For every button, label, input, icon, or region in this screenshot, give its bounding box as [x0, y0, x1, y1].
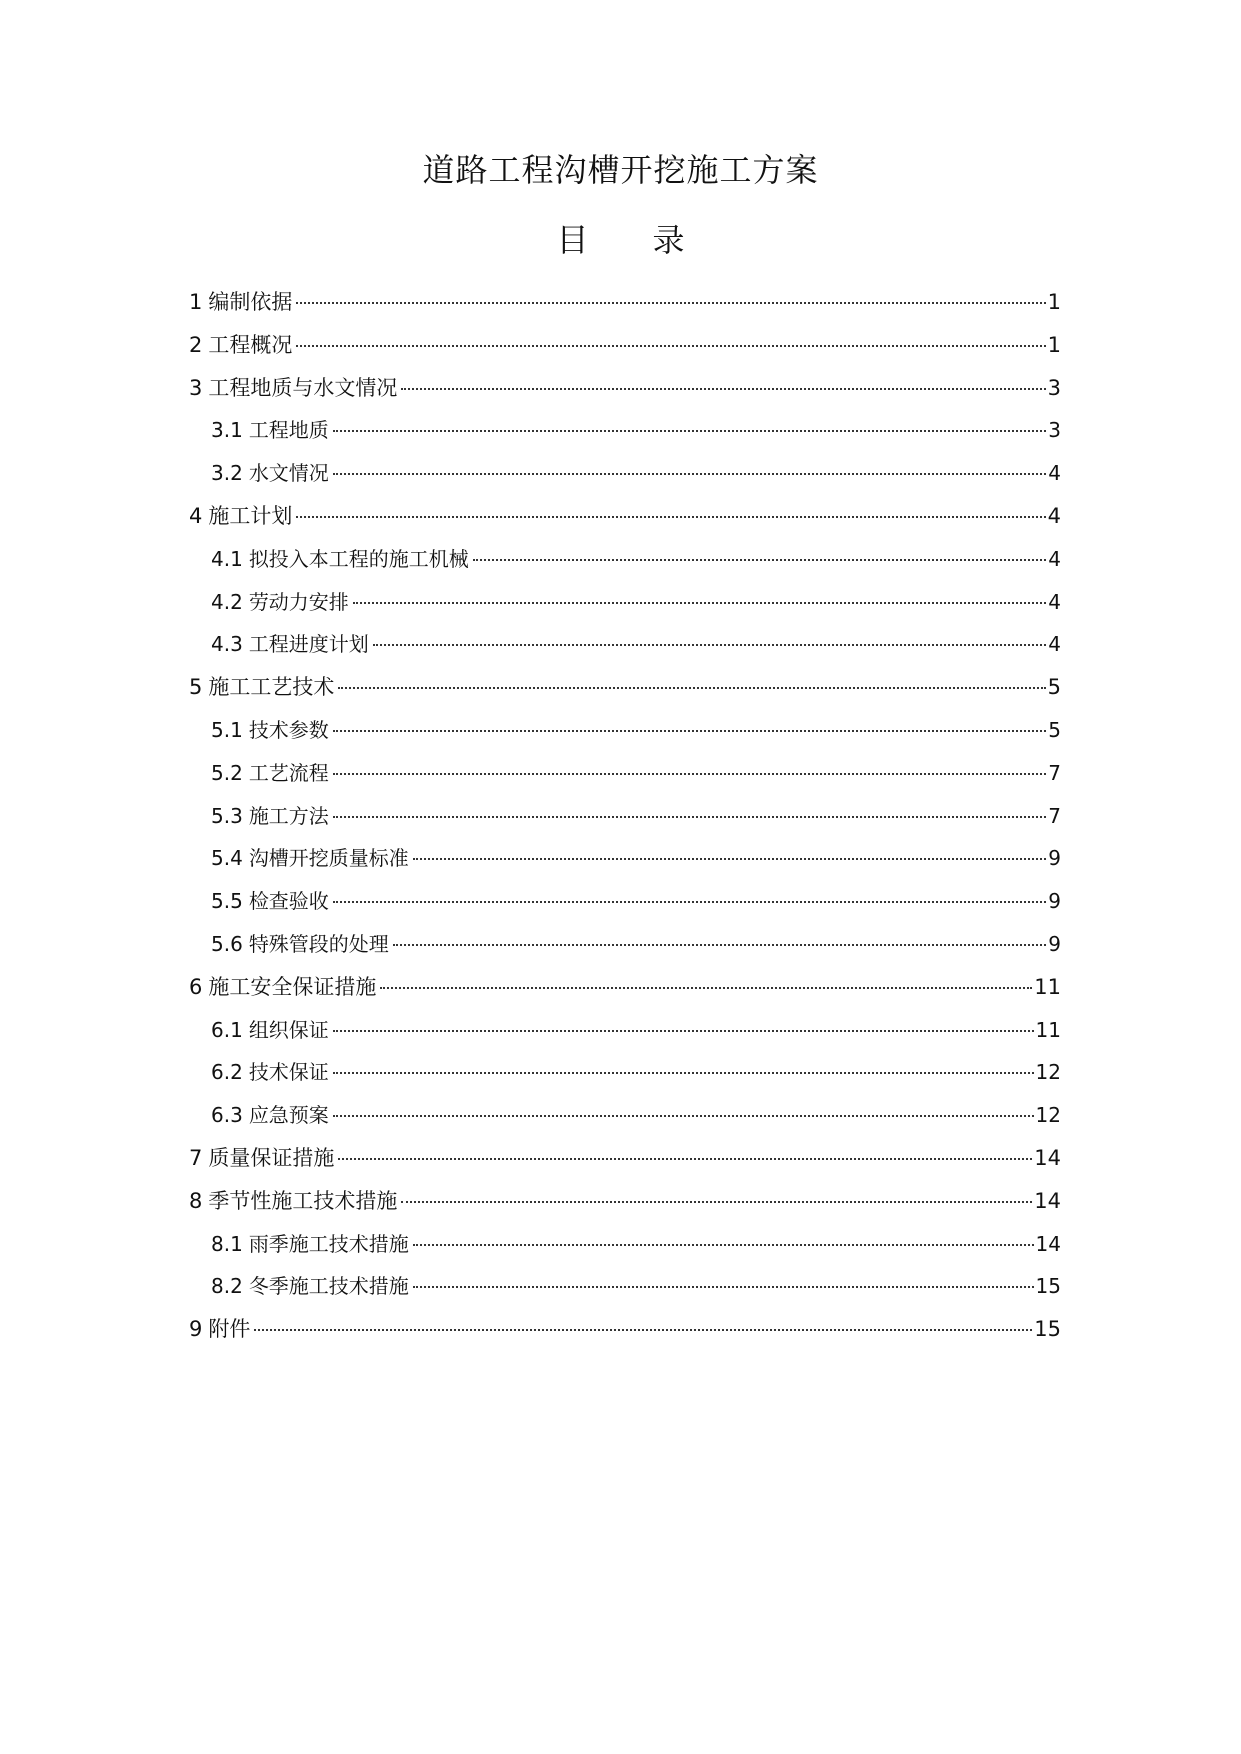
toc-page-number: 3 [1048, 418, 1061, 443]
toc-dot-leader [413, 1244, 1034, 1246]
toc-page-number: 4 [1047, 503, 1061, 528]
toc-entry-title: 施工方法 [248, 803, 329, 828]
toc-heading: 目 录 [556, 221, 685, 259]
toc-page-number: 14 [1034, 1145, 1061, 1170]
toc-entry-title: 拟投入本工程的施工机械 [248, 546, 469, 571]
toc-page-number: 11 [1034, 974, 1061, 999]
toc-entry-number: 4.2 [211, 589, 243, 614]
toc-entry[interactable] [189, 543, 1061, 586]
toc-entry-title: 质量保证措施 [208, 1145, 335, 1170]
toc-page-number: 11 [1035, 1017, 1061, 1042]
toc-page-number: 9 [1048, 889, 1061, 914]
toc-dot-leader [413, 1286, 1034, 1288]
toc-entry-title: 施工计划 [208, 503, 293, 528]
toc-page-number: 9 [1048, 931, 1061, 956]
toc-entry[interactable] [189, 1099, 1061, 1142]
toc-entry-title: 检查验收 [248, 889, 329, 914]
toc-entry-number: 9 [189, 1317, 203, 1342]
toc-dot-leader [380, 987, 1032, 989]
toc-entry-number: 6.3 [211, 1103, 243, 1128]
toc-entry[interactable] [189, 928, 1061, 971]
toc-entry[interactable] [189, 586, 1061, 629]
toc-entry-title: 工艺流程 [248, 760, 329, 785]
toc-entry-number: 5.6 [211, 931, 243, 956]
toc-entry[interactable] [189, 414, 1061, 457]
toc-entry[interactable] [189, 1270, 1061, 1313]
toc-entry-title: 劳动力安排 [248, 589, 349, 614]
toc-page-number: 9 [1048, 846, 1061, 871]
toc-dot-leader [333, 1115, 1034, 1117]
toc-entry-number: 5.4 [211, 846, 243, 871]
toc-dot-leader [296, 345, 1045, 347]
toc-entry[interactable] [189, 628, 1061, 671]
toc-dot-leader [401, 1201, 1032, 1203]
toc-entry-number: 5.5 [211, 889, 243, 914]
toc-dot-leader [401, 388, 1045, 390]
toc-entry-number: 4 [189, 503, 203, 528]
toc-entry[interactable] [189, 1142, 1061, 1185]
toc-entry-number: 6 [189, 974, 203, 999]
toc-dot-leader [353, 602, 1046, 604]
toc-entry[interactable] [189, 714, 1061, 757]
toc-entry[interactable] [189, 1185, 1061, 1228]
toc-entry-title: 组织保证 [248, 1017, 329, 1042]
toc-entry-title: 冬季施工技术措施 [248, 1274, 409, 1299]
toc-entry[interactable] [189, 329, 1061, 372]
toc-entry[interactable] [189, 800, 1061, 843]
toc-page-number: 7 [1048, 803, 1061, 828]
toc-entry-number: 3.1 [211, 418, 243, 443]
toc-dot-leader [473, 559, 1046, 561]
toc-page-number: 12 [1035, 1103, 1061, 1128]
toc-entry-number: 1 [189, 290, 203, 314]
toc-entry-title: 季节性施工技术措施 [208, 1188, 398, 1213]
toc-entry-title: 编制依据 [208, 290, 293, 314]
toc-entry[interactable] [189, 842, 1061, 885]
toc-dot-leader [333, 901, 1046, 903]
toc-entry[interactable] [189, 1313, 1061, 1356]
toc-entry-title: 工程概况 [208, 332, 293, 357]
toc-entry-number: 8 [189, 1188, 203, 1213]
toc-entry-title: 工程地质与水文情况 [208, 375, 398, 400]
toc-entry[interactable] [189, 1014, 1061, 1057]
toc-entry[interactable] [189, 971, 1061, 1014]
toc-page-number: 15 [1034, 1317, 1061, 1342]
toc-entry-title: 技术保证 [248, 1060, 329, 1085]
toc-entry-title: 水文情况 [248, 461, 329, 486]
toc-dot-leader [413, 858, 1046, 860]
toc-dot-leader [373, 644, 1046, 646]
toc-entry-title: 工程地质 [248, 418, 329, 443]
toc-dot-leader [393, 944, 1046, 946]
toc-page-number: 15 [1035, 1274, 1061, 1299]
toc-dot-leader [333, 730, 1046, 732]
toc-entry-number: 5.1 [211, 717, 243, 742]
toc-entry[interactable] [189, 757, 1061, 800]
toc-page-number: 14 [1034, 1188, 1061, 1213]
toc-page-number: 4 [1048, 589, 1061, 614]
toc-entry-number: 5.3 [211, 803, 243, 828]
toc-entry-number: 3 [189, 375, 203, 400]
toc-entry-number: 7 [189, 1145, 203, 1170]
document-title: 道路工程沟槽开挖施工方案 [422, 151, 819, 189]
toc-dot-leader [333, 473, 1046, 475]
toc-page-number: 5 [1047, 675, 1061, 700]
toc-entry-number: 8.1 [211, 1231, 243, 1256]
table-of-contents [189, 286, 1061, 1356]
toc-page-number: 7 [1048, 760, 1061, 785]
toc-entry[interactable] [189, 671, 1061, 714]
toc-entry-title: 技术参数 [248, 717, 329, 742]
toc-page-number: 1 [1047, 290, 1061, 314]
toc-entry-number: 4.1 [211, 546, 243, 571]
toc-dot-leader [333, 1072, 1034, 1074]
toc-entry-number: 4.3 [211, 632, 243, 657]
toc-entry-title: 施工工艺技术 [208, 675, 335, 700]
toc-page-number: 5 [1048, 717, 1061, 742]
toc-page-number: 12 [1035, 1060, 1061, 1085]
toc-entry-title: 应急预案 [248, 1103, 329, 1128]
toc-entry[interactable] [189, 286, 1061, 329]
toc-page-number: 4 [1048, 546, 1061, 571]
toc-entry-number: 5.2 [211, 760, 243, 785]
toc-entry-title: 沟槽开挖质量标准 [248, 846, 409, 871]
toc-dot-leader [296, 302, 1045, 304]
toc-dot-leader [254, 1329, 1032, 1331]
toc-entry[interactable] [189, 1228, 1061, 1271]
toc-dot-leader [333, 773, 1046, 775]
toc-page-number: 3 [1047, 375, 1061, 400]
toc-dot-leader [333, 816, 1046, 818]
toc-entry-title: 特殊管段的处理 [248, 931, 389, 956]
toc-dot-leader [338, 1158, 1032, 1160]
toc-entry-number: 2 [189, 332, 203, 357]
toc-dot-leader [338, 687, 1045, 689]
toc-entry-title: 施工安全保证措施 [208, 974, 377, 999]
toc-entry-number: 8.2 [211, 1274, 243, 1299]
toc-dot-leader [333, 430, 1046, 432]
toc-dot-leader [333, 1030, 1034, 1032]
toc-entry[interactable] [189, 372, 1061, 415]
toc-entry[interactable] [189, 1056, 1061, 1099]
toc-page-number: 14 [1035, 1231, 1061, 1256]
toc-page-number: 4 [1048, 632, 1061, 657]
toc-page-number: 4 [1048, 461, 1061, 486]
toc-entry-number: 6.1 [211, 1017, 243, 1042]
toc-entry[interactable] [189, 885, 1061, 928]
toc-page-number: 1 [1047, 332, 1061, 357]
toc-entry-number: 5 [189, 675, 203, 700]
toc-entry-title: 雨季施工技术措施 [248, 1231, 409, 1256]
toc-entry-number: 6.2 [211, 1060, 243, 1085]
toc-dot-leader [296, 516, 1045, 518]
toc-entry-title: 工程进度计划 [248, 632, 369, 657]
toc-entry[interactable] [189, 457, 1061, 500]
toc-entry-title: 附件 [208, 1317, 251, 1342]
toc-entry-number: 3.2 [211, 461, 243, 486]
toc-entry[interactable] [189, 500, 1061, 543]
